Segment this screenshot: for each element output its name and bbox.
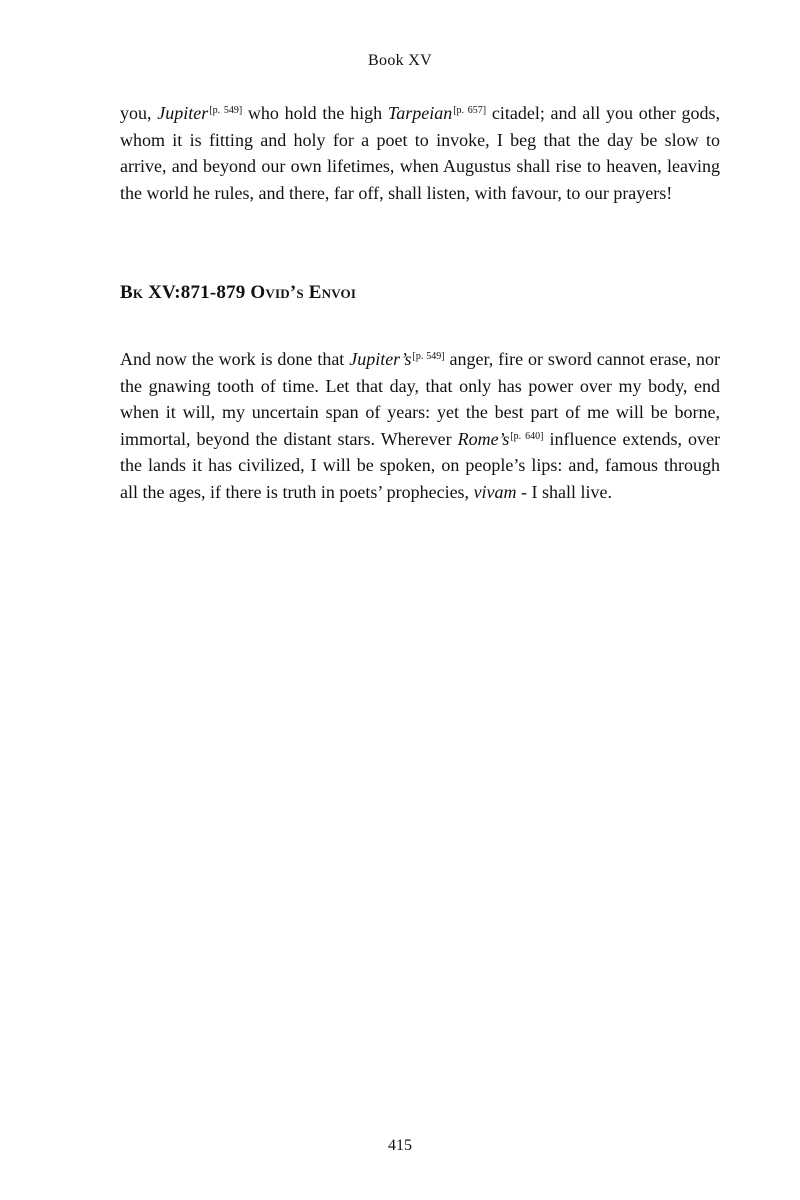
page-number: 415	[388, 1137, 412, 1154]
text-segment: citadel; and all you other gods, whom it is fitting and holy for a poet to invoke, I beg that the day be slow to arrive, and beyond our own lifetimes, when Augustus shall rise to heaven, leaving the world he rules, and there, far off, shall listen, with favour, to our prayers!	[120, 103, 720, 203]
page-reference-link[interactable]: [p. 549]	[209, 105, 243, 116]
name-jupiter: Jupiter	[157, 103, 209, 123]
word-vivam: vivam	[473, 481, 517, 502]
name-romes: Rome’s	[457, 428, 510, 449]
section-heading: Bk XV:871-879 Ovid’s Envoi	[120, 282, 357, 303]
page-reference-link[interactable]: [p. 657]	[453, 105, 487, 116]
name-tarpeian: Tarpeian	[387, 103, 453, 123]
text-segment: you,	[120, 103, 158, 123]
text-segment: influence extends, over the lands it has civilized, I will be spoken, on people’s lips: and, famous through all the ages, if there is truth in poets’ prophecies,	[120, 428, 720, 502]
page-reference-link[interactable]: [p. 549]	[412, 351, 445, 362]
page-reference-link[interactable]: [p. 640]	[510, 430, 544, 442]
text-segment: who hold the high	[242, 103, 388, 123]
running-head: Book XV	[368, 52, 432, 69]
paragraph-envoi	[120, 346, 720, 505]
text-segment: - I shall live.	[516, 481, 613, 502]
paragraph-invocation	[120, 100, 720, 206]
text-segment: anger, fire or sword cannot erase, nor the gnawing tooth of time. Let that day, that only has power over my body, end when it will, my uncertain span of years: yet the best part of me will be borne, immortal, beyond the distant stars. Wherever	[120, 349, 720, 449]
text-segment: And now the work is done that	[120, 349, 350, 369]
name-jupiters: Jupiter’s	[349, 349, 412, 369]
